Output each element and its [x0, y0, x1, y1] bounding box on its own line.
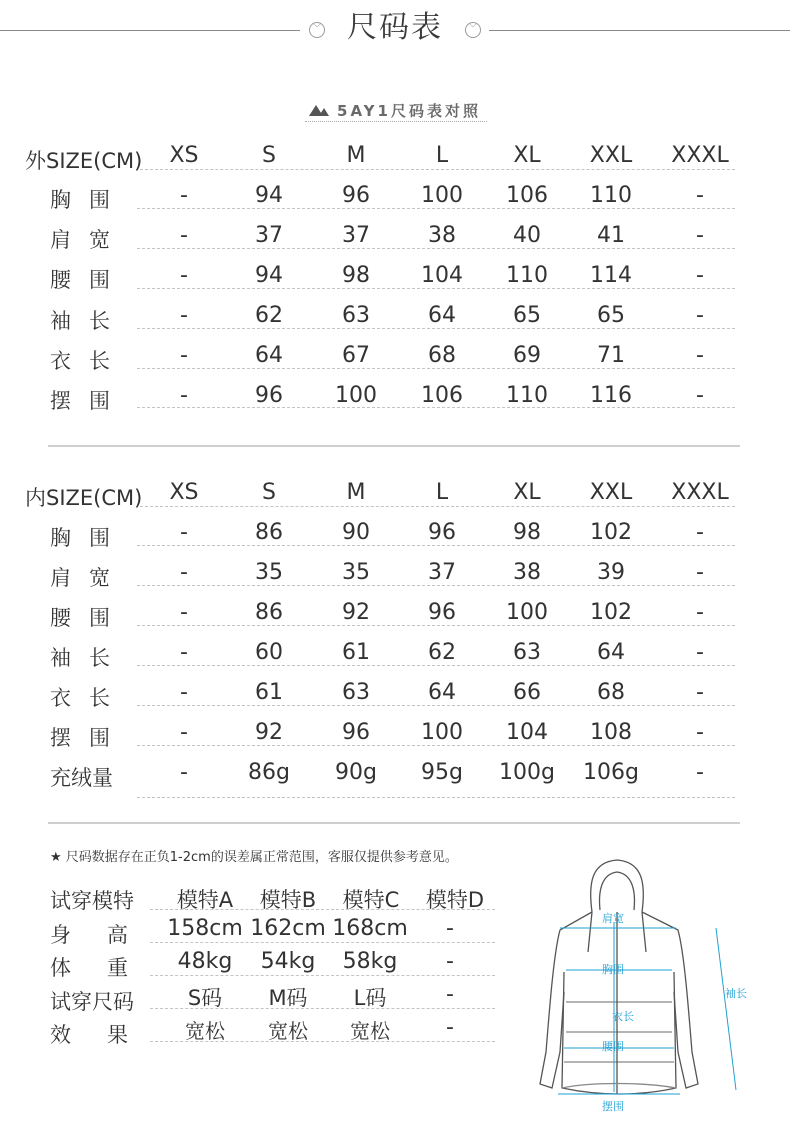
model-name: 模特A [176, 888, 234, 912]
table-cell: 104 [421, 263, 463, 288]
table-cell: - [180, 640, 188, 665]
row-label: 胸围 [50, 526, 128, 550]
row-label: 摆围 [50, 726, 128, 750]
size-header-xl: XL [513, 143, 541, 168]
table-cell: 37 [255, 223, 283, 248]
table-cell: 86 [255, 600, 283, 625]
table-cell: S码 [187, 986, 223, 1010]
table-cell: - [180, 720, 188, 745]
model-name: 模特B [259, 888, 317, 912]
waist-label: 腰围 [602, 1040, 624, 1053]
table-cell: - [696, 223, 704, 248]
table-cell: 64 [428, 303, 456, 328]
table-cell: 37 [342, 223, 370, 248]
table-cell: 37 [428, 560, 456, 585]
table-cell: - [180, 760, 188, 785]
model-name: 模特C [342, 888, 400, 912]
table-cell: - [696, 383, 704, 408]
model-row-label: 体重 [50, 956, 164, 980]
table-cell: 102 [590, 600, 632, 625]
table-cell: 96 [428, 600, 456, 625]
row-label-fill: 充绒量 [50, 766, 113, 790]
table-cell: 100 [421, 720, 463, 745]
table-cell: - [696, 720, 704, 745]
table-cell: - [696, 520, 704, 545]
table-cell: - [180, 183, 188, 208]
chevron-down-icon: ﹀ [309, 22, 325, 38]
table-cell: - [696, 263, 704, 288]
table-cell: 61 [255, 680, 283, 705]
table-cell: - [446, 916, 454, 941]
size-header-xl: XL [513, 480, 541, 505]
table-cell: 108 [590, 720, 632, 745]
table-cell: 90g [335, 760, 377, 785]
table-cell: - [446, 1015, 454, 1040]
measurement-lines [558, 922, 736, 1094]
row-label: 袖长 [50, 309, 128, 333]
section-subtitle: 5AY1尺码表对照 [0, 100, 790, 121]
table-cell: 64 [597, 640, 625, 665]
model-name: 模特D [425, 888, 485, 912]
table-cell: 38 [428, 223, 456, 248]
table-cell: 100g [499, 760, 555, 785]
section-divider [48, 445, 740, 447]
table-cell: 158cm [167, 916, 243, 941]
jacket-measurement-diagram [510, 852, 775, 1117]
table-cell: 96 [255, 383, 283, 408]
table-cell: 106g [583, 760, 639, 785]
table-cell: 71 [597, 343, 625, 368]
row-label: 腰围 [50, 268, 128, 292]
table-cell: - [696, 600, 704, 625]
header-line-right [489, 30, 790, 31]
table-cell: 63 [342, 303, 370, 328]
table-cell: 67 [342, 343, 370, 368]
table-cell: 96 [342, 720, 370, 745]
table-cell: L码 [353, 986, 387, 1010]
measurement-note: ★ 尺码数据存在正负1-2cm的误差属正常范围，客服仅提供参考意见。 [50, 850, 458, 865]
model-header-label: 试穿模特 [50, 889, 134, 913]
size-header-xs: XS [169, 480, 199, 505]
table-cell: 69 [513, 343, 541, 368]
outer-size-header: 外SIZE(CM) [25, 149, 143, 173]
row-label: 摆围 [50, 389, 128, 413]
table-cell: 宽松 [268, 1019, 308, 1043]
chest-label: 胸围 [602, 963, 624, 976]
table-cell: 68 [428, 343, 456, 368]
table-cell: 102 [590, 520, 632, 545]
table-cell: 114 [590, 263, 632, 288]
table-cell: 66 [513, 680, 541, 705]
row-label: 胸围 [50, 188, 128, 212]
table-cell: 35 [342, 560, 370, 585]
table-cell: 100 [506, 600, 548, 625]
table-cell: - [446, 982, 454, 1007]
table-cell: 94 [255, 183, 283, 208]
table-cell: - [180, 680, 188, 705]
table-cell: 58kg [342, 949, 398, 974]
row-label: 衣长 [50, 686, 128, 710]
table-cell: - [696, 183, 704, 208]
table-cell: - [696, 303, 704, 328]
row-label: 腰围 [50, 606, 128, 630]
table-cell: 68 [597, 680, 625, 705]
shoulder-label: 肩宽 [602, 912, 624, 925]
table-cell: 116 [590, 383, 632, 408]
table-cell: 94 [255, 263, 283, 288]
section-divider [48, 822, 740, 824]
table-cell: - [696, 680, 704, 705]
size-header-xxl: XXL [589, 480, 633, 505]
table-cell: 40 [513, 223, 541, 248]
table-cell: 48kg [177, 949, 233, 974]
table-cell: 98 [513, 520, 541, 545]
table-cell: 86 [255, 520, 283, 545]
table-cell: 90 [342, 520, 370, 545]
table-cell: - [180, 520, 188, 545]
table-cell: 39 [597, 560, 625, 585]
table-cell: - [446, 949, 454, 974]
table-cell: 64 [428, 680, 456, 705]
table-cell: 65 [513, 303, 541, 328]
table-cell: 104 [506, 720, 548, 745]
row-label: 肩宽 [50, 228, 128, 252]
size-header-xxl: XXL [589, 143, 633, 168]
table-cell: - [180, 383, 188, 408]
table-cell: 98 [342, 263, 370, 288]
table-cell: - [696, 640, 704, 665]
model-row-label: 身高 [50, 923, 164, 947]
table-cell: 100 [421, 183, 463, 208]
table-cell: - [180, 560, 188, 585]
table-cell: 92 [255, 720, 283, 745]
table-cell: 95g [421, 760, 463, 785]
table-cell: 65 [597, 303, 625, 328]
table-cell: M码 [268, 986, 308, 1010]
size-header-xxxl: XXXL [671, 480, 729, 505]
table-cell: 54kg [260, 949, 316, 974]
model-row-label: 试穿尺码 [50, 990, 134, 1014]
row-label: 肩宽 [50, 566, 128, 590]
table-cell: - [696, 760, 704, 785]
table-cell: 62 [255, 303, 283, 328]
subtitle-underline [305, 121, 487, 122]
table-cell: 162cm [250, 916, 326, 941]
size-header-xxxl: XXXL [671, 143, 729, 168]
table-cell: 110 [506, 383, 548, 408]
table-cell: 168cm [332, 916, 408, 941]
table-cell: 63 [513, 640, 541, 665]
table-cell: - [696, 560, 704, 585]
table-cell: 35 [255, 560, 283, 585]
table-cell: - [180, 600, 188, 625]
table-cell: 38 [513, 560, 541, 585]
table-cell: - [180, 303, 188, 328]
table-cell: - [696, 343, 704, 368]
table-cell: 106 [421, 383, 463, 408]
table-cell: 86g [248, 760, 290, 785]
size-header-l: L [435, 143, 449, 168]
length-label: 衣长 [612, 1010, 634, 1023]
table-cell: 110 [506, 263, 548, 288]
table-cell: 63 [342, 680, 370, 705]
table-cell: - [180, 223, 188, 248]
row-label: 衣长 [50, 349, 128, 373]
table-cell: 110 [590, 183, 632, 208]
size-header-m: M [346, 143, 366, 168]
table-cell: 41 [597, 223, 625, 248]
table-cell: - [180, 263, 188, 288]
table-cell: 96 [428, 520, 456, 545]
table-cell: 100 [335, 383, 377, 408]
row-label: 袖长 [50, 646, 128, 670]
sleeve-label: 袖长 [725, 987, 747, 1000]
table-cell: 61 [342, 640, 370, 665]
hem-label: 摆围 [602, 1100, 624, 1113]
model-row-label: 效果 [50, 1023, 164, 1047]
page-title: 尺码表 [347, 10, 443, 45]
table-cell: - [180, 343, 188, 368]
size-header-xs: XS [169, 143, 199, 168]
inner-size-header: 内SIZE(CM) [25, 486, 143, 510]
table-cell: 宽松 [350, 1019, 390, 1043]
size-header-s: S [262, 143, 276, 168]
size-header-s: S [262, 480, 276, 505]
size-header-m: M [346, 480, 366, 505]
table-cell: 62 [428, 640, 456, 665]
table-cell: 96 [342, 183, 370, 208]
table-cell: 60 [255, 640, 283, 665]
size-header-l: L [435, 480, 449, 505]
chevron-down-icon: ﹀ [465, 22, 481, 38]
jacket-outline [540, 860, 698, 1094]
table-cell: 64 [255, 343, 283, 368]
table-cell: 92 [342, 600, 370, 625]
table-cell: 宽松 [185, 1019, 225, 1043]
table-cell: 106 [506, 183, 548, 208]
